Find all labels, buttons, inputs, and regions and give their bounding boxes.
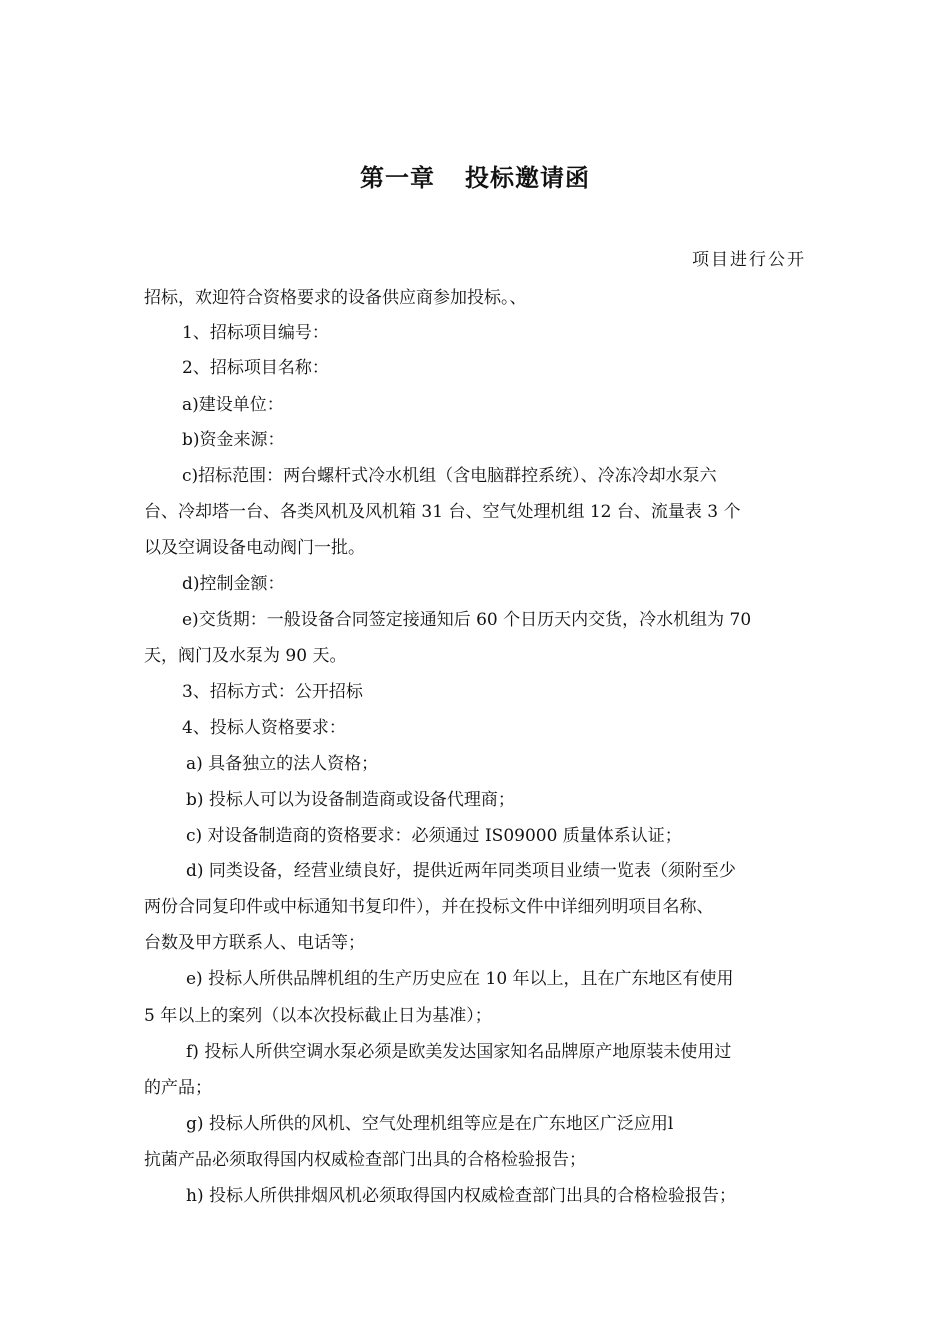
paragraph-line: 5 年以上的案列（以本次投标截止日为基准）； (144, 1006, 492, 1026)
paragraph-line: 的产品； (144, 1078, 212, 1098)
chapter-name: 投标邀请函 (465, 163, 590, 192)
paragraph-line: 抗菌产品必须取得国内权威检查部门出具的合格检验报告； (144, 1150, 586, 1170)
paragraph-line: b) 投标人可以为设备制造商或设备代理商； (186, 790, 515, 810)
paragraph-line: 台、冷却塔一台、各类风机及风机箱 31 台、空气处理机组 12 台、流量表 3 个 (144, 502, 741, 522)
paragraph-line: 4、投标人资格要求： (182, 718, 346, 738)
intro-line: 招标，欢迎符合资格要求的设备供应商参加投标。、 (144, 288, 527, 308)
intro-line: 项目进行公开 (692, 250, 806, 270)
paragraph-line: 两份合同复印件或中标通知书复印件），并在投标文件中详细列明项目名称、 (144, 897, 714, 917)
paragraph-line: d) 同类设备，经营业绩良好，提供近两年同类项目业绩一览表（须附至少 (186, 861, 736, 881)
paragraph-line: b)资金来源： (182, 430, 285, 450)
paragraph-line: c) 对设备制造商的资格要求：必须通过 IS09000 质量体系认证； (186, 826, 682, 846)
paragraph-line: f) 投标人所供空调水泵必须是欧美发达国家知名品牌原产地原装未使用过 (186, 1042, 732, 1062)
paragraph-line: g) 投标人所供的风机、空气处理机组等应是在广东地区广泛应用l (186, 1114, 674, 1134)
paragraph-line: a)建设单位： (182, 395, 284, 415)
paragraph-line: h) 投标人所供排烟风机必须取得国内权威检查部门出具的合格检验报告； (186, 1186, 736, 1206)
paragraph-line: e) 投标人所供品牌机组的生产历史应在 10 年以上，且在广东地区有使用 (186, 969, 734, 989)
paragraph-line: 天，阀门及水泵为 90 天。 (144, 646, 347, 666)
paragraph-line: 以及空调设备电动阀门一批。 (144, 538, 365, 558)
paragraph-line: 1、招标项目编号： (182, 323, 329, 343)
paragraph-line: a) 具备独立的法人资格； (186, 754, 379, 774)
page-title (0, 158, 950, 193)
paragraph-line: d)控制金额： (182, 574, 285, 594)
paragraph-line: 台数及甲方联系人、电话等； (144, 933, 365, 953)
paragraph-line: 2、招标项目名称： (182, 358, 329, 378)
chapter-label: 第一章 (360, 163, 435, 192)
paragraph-line: c)招标范围：两台螺杆式冷水机组（含电脑群控系统）、冷冻冷却水泵六 (182, 466, 717, 486)
paragraph-line: e)交货期：一般设备合同签定接通知后 60 个日历天内交货，冷水机组为 70 (182, 610, 752, 630)
paragraph-line: 3、招标方式：公开招标 (182, 682, 363, 702)
